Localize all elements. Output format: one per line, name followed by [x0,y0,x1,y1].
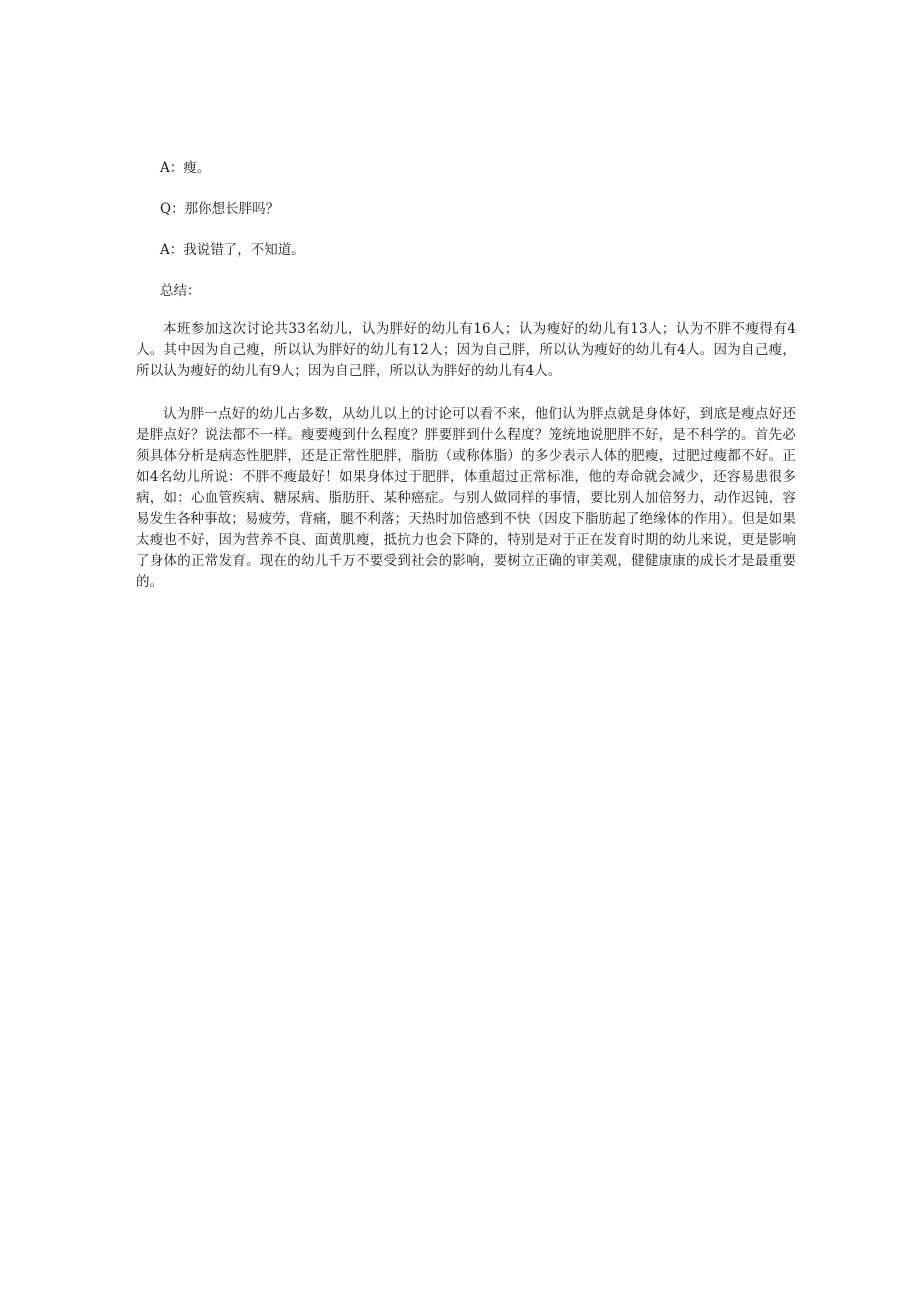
analysis-paragraph: 认为胖一点好的幼儿占多数，从幼儿以上的讨论可以看不来，他们认为胖点就是身体好，到底是瘦点好还是胖点好？说法都不一样。瘦要瘦到什么程度？胖要胖到什么程度？笼统地说肥胖不好，是不科学的。首先必须具体分析是病态性肥胖，还是正常性肥胖，脂肪（或称体脂）的多少表示人体的肥瘦，过肥过瘦都不好。正如4名幼儿所说：不胖不瘦最好！如果身体过于肥胖，体重超过正常标准，他的寿命就会减少，还容易患很多病，如：心血管疾病、糖尿病、脂肪肝、某种癌症。与别人做同样的事情，要比别人加倍努力，动作迟钝，容易发生各种事故；易疲劳，背痛，腿不利落；天热时加倍感到不快（因皮下脂肪起了绝缘体的作用）。但是如果太瘦也不好，因为营养不良、面黄肌瘦，抵抗力也会下降的，特别是对于正在发育时期的幼儿来说，更是影响了身体的正常发育。现在的幼儿千万不要受到社会的影响，要树立正确的审美观，健健康康的成长才是最重要的。 [136,406,796,590]
document-body [136,158,796,615]
summary-statistics-paragraph: 本班参加这次讨论共33名幼儿，认为胖好的幼儿有16人；认为瘦好的幼儿有13人；认为不胖不瘦得有4人。其中因为自己瘦，所以认为胖好的幼儿有12人；因为自己胖，所以认为瘦好的幼儿有4人。因为自己瘦，所以认为瘦好的幼儿有9人；因为自己胖，所以认为胖好的幼儿有4人。 [136,321,796,379]
dialogue-line-answer: A：我说错了，不知道。 [160,242,305,258]
dialogue-line-answer: A：瘦。 [160,160,211,176]
summary-heading: 总结： [160,283,201,299]
dialogue-line-question: Q：那你想长胖吗？ [160,201,280,217]
